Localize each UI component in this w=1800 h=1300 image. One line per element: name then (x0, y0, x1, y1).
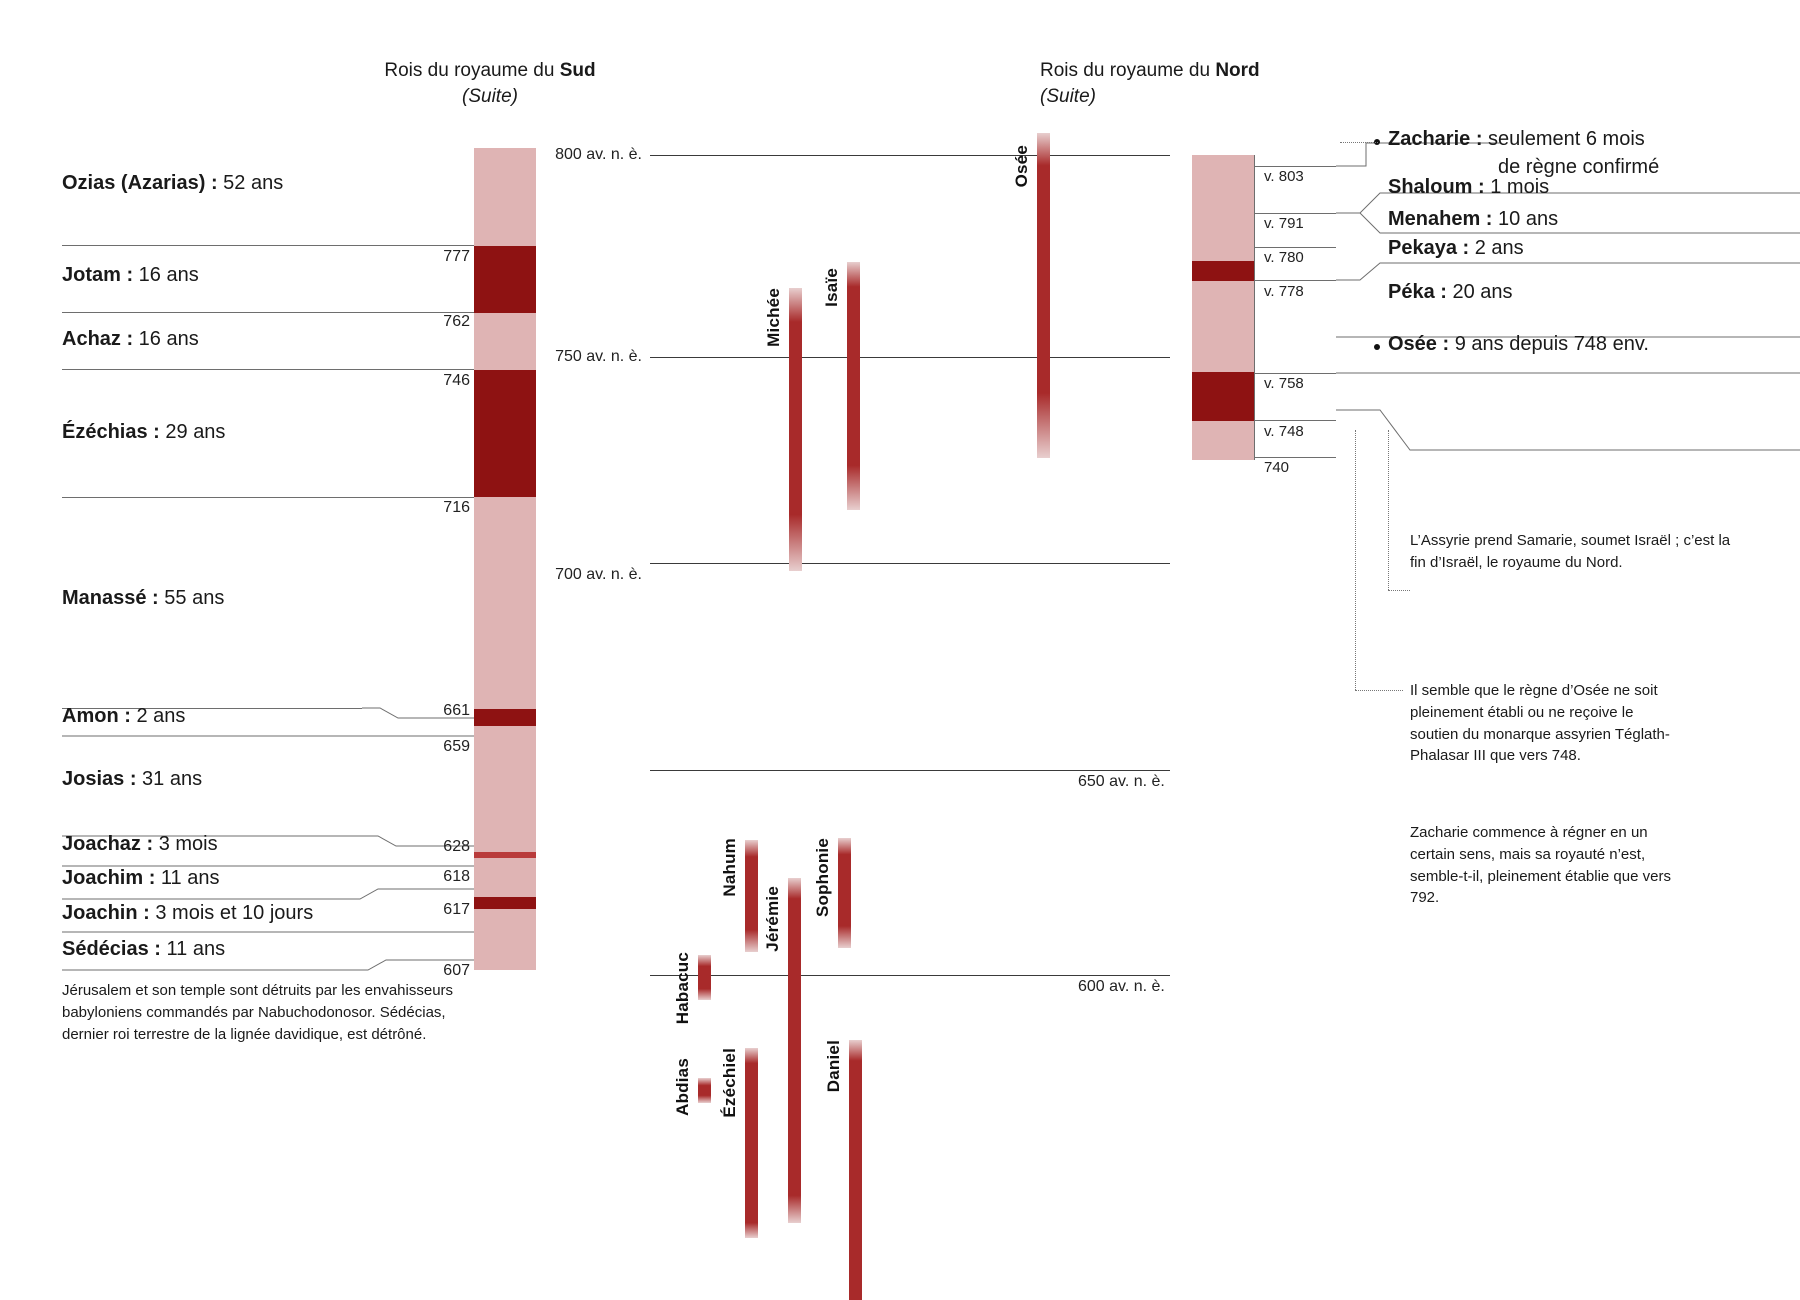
prophet-bar-isaie (847, 262, 860, 510)
south-king-6 (62, 768, 202, 791)
north-divider-780 (1254, 247, 1336, 248)
north-king-3-reign: 2 ans (1469, 237, 1524, 259)
dotted-758-vertical (1388, 430, 1389, 590)
north-header-suite: (Suite) (1040, 85, 1096, 107)
south-king-4 (62, 587, 224, 610)
north-bar-segment-778 (1192, 261, 1254, 281)
north-note-2: Zacharie commence à régner en un certain sens, mais sa royauté n’est, semble-t-il, pleinement établie que vers 792. (1410, 824, 1671, 907)
north-king-2 (1388, 208, 1558, 231)
north-year-778: v. 778 (1264, 283, 1304, 300)
prophet-label-jeremie: Jérémie (763, 886, 782, 952)
south-king-8-name: Joachim : (62, 867, 156, 889)
south-king-4-reign: 55 ans (158, 587, 225, 609)
north-king-5-name: Osée : (1388, 333, 1450, 355)
south-bar-segment-617 (474, 897, 536, 909)
south-king-6-reign: 31 ans (136, 768, 203, 790)
south-year-746: 746 (443, 372, 470, 389)
north-divider-758 (1254, 373, 1336, 374)
south-rule-746 (62, 369, 474, 370)
south-king-2-name: Achaz : (62, 328, 134, 350)
north-king-3 (1388, 237, 1524, 260)
north-king-1-reign: 1 mois (1484, 176, 1550, 198)
south-destruction-note: Jérusalem et son temple sont détruits par les envahisseurs babyloniens commandés par Nabuchodonosor. Sédécias, dernier roi terrestre de la lignée davidique, est détrôné. (62, 982, 454, 1043)
south-king-9-name: Joachin : (62, 902, 150, 924)
north-king-1-name: Shaloum : (1388, 176, 1485, 198)
south-king-2-reign: 16 ans (133, 328, 199, 350)
prophet-bar-sophonie (838, 838, 851, 948)
north-king-0-reign: seulement 6 mois (1482, 128, 1645, 150)
south-header-suite: (Suite) (462, 85, 518, 107)
north-king-4-reign: 20 ans (1446, 281, 1513, 303)
south-bar-segment-628 (474, 852, 536, 858)
bullet-osee (1374, 344, 1380, 350)
south-king-0-name: Ozias (Azarias) : (62, 172, 218, 194)
south-king-10-name: Sédécias : (62, 938, 161, 960)
north-king-1 (1388, 176, 1549, 199)
prophet-label-osee: Osée (1012, 145, 1031, 188)
prophet-label-michee: Michée (764, 288, 783, 347)
north-year-column-rule (1254, 155, 1255, 460)
north-king-5-reign: 9 ans depuis 748 env. (1449, 333, 1649, 355)
south-king-5 (62, 705, 185, 728)
north-header-bold: Nord (1215, 60, 1260, 81)
north-king-4 (1388, 281, 1513, 304)
north-year-780: v. 780 (1264, 249, 1304, 266)
prophet-bar-habacuc (698, 955, 711, 1000)
south-king-1-reign: 16 ans (133, 264, 199, 286)
north-column-header (1040, 58, 1380, 109)
south-king-2 (62, 328, 199, 351)
south-year-607: 607 (443, 962, 470, 979)
south-king-5-name: Amon : (62, 705, 131, 727)
south-header-bold: Sud (559, 60, 596, 81)
south-king-7-reign: 3 mois (153, 833, 218, 855)
north-header-prefix: Rois du royaume du (1040, 60, 1216, 81)
north-divider-791 (1254, 213, 1336, 214)
prophet-label-nahum: Nahum (720, 838, 739, 897)
prophet-label-habacuc: Habacuc (673, 952, 692, 1025)
north-year-791: v. 791 (1264, 215, 1304, 232)
north-king-3-name: Pekaya : (1388, 237, 1470, 259)
axis-label-750: 750 av. n. è. (555, 348, 642, 365)
axis-line-700 (650, 563, 1170, 564)
south-king-0-reign: 52 ans (217, 172, 284, 194)
north-header-line1 (1040, 58, 1380, 84)
south-king-3-reign: 29 ans (159, 421, 226, 443)
north-king-0 (1388, 128, 1645, 151)
south-year-716: 716 (443, 499, 470, 516)
prophet-label-sophonie: Sophonie (813, 838, 832, 918)
south-bar-segment-746-716 (474, 370, 536, 497)
south-year-618: 618 (443, 868, 470, 885)
north-king-4-name: Péka : (1388, 281, 1447, 303)
axis-label-700: 700 av. n. è. (555, 566, 642, 583)
south-king-10-reign: 11 ans (160, 938, 226, 960)
south-king-7-name: Joachaz : (62, 833, 154, 855)
north-king-2-reign: 10 ans (1492, 208, 1559, 230)
south-year-659: 659 (443, 738, 470, 755)
south-king-3-name: Ézéchias : (62, 421, 160, 443)
north-king-0-name: Zacharie : (1388, 128, 1483, 150)
prophet-label-daniel: Daniel (824, 1040, 843, 1093)
north-year-740: 740 (1264, 459, 1290, 476)
axis-label-600: 600 av. n. è. (1078, 978, 1165, 995)
south-king-0 (62, 172, 283, 195)
prophet-bar-ezechiel (745, 1048, 758, 1238)
south-bar-segment-777-762 (474, 246, 536, 313)
prophet-bar-osee (1037, 133, 1050, 458)
south-king-4-name: Manassé : (62, 587, 159, 609)
south-king-6-name: Josias : (62, 768, 137, 790)
dotted-748-vertical (1355, 430, 1356, 690)
axis-line-750 (650, 357, 1170, 358)
north-note-1: Il semble que le règne d’Osée ne soit pleinement établi ou ne reçoive le soutien du monarque assyrien Téglath-Phalasar III que vers 748. (1410, 682, 1670, 765)
south-header-line1 (330, 58, 650, 84)
south-year-628: 628 (443, 838, 470, 855)
south-year-762: 762 (443, 313, 470, 330)
prophet-label-isaie: Isaïe (822, 268, 841, 307)
prophet-bar-michee (789, 288, 802, 571)
south-king-3 (62, 421, 225, 444)
prophet-bar-daniel (849, 1040, 862, 1300)
prophet-bar-abdias (698, 1078, 711, 1103)
north-divider-740 (1254, 457, 1336, 458)
north-king-5 (1388, 333, 1649, 356)
north-divider-803 (1254, 166, 1336, 167)
south-year-777: 777 (443, 248, 470, 265)
north-divider-778 (1254, 280, 1336, 281)
south-king-9-reign: 3 mois et 10 jours (149, 902, 314, 924)
prophet-bar-jeremie (788, 878, 801, 1223)
axis-line-800 (650, 155, 1170, 156)
north-divider-748 (1254, 420, 1336, 421)
axis-line-600 (650, 975, 1170, 976)
dotted-748-to-note (1355, 690, 1403, 691)
south-king-8-reign: 11 ans (155, 867, 220, 889)
prophet-label-abdias: Abdias (673, 1058, 692, 1116)
south-year-617: 617 (443, 901, 470, 918)
north-year-758: v. 758 (1264, 375, 1304, 392)
axis-label-800: 800 av. n. è. (555, 146, 642, 163)
south-rule-777 (62, 245, 474, 246)
axis-label-650: 650 av. n. è. (1078, 773, 1165, 790)
north-year-803: v. 803 (1264, 168, 1304, 185)
south-king-9 (62, 902, 313, 925)
south-king-10 (62, 938, 225, 961)
north-king-0-line2: de règne confirmé (1498, 156, 1660, 178)
dotted-758-to-note (1388, 590, 1410, 591)
dotted-zacharie-lead (1340, 142, 1378, 143)
south-header-prefix: Rois du royaume du (384, 60, 560, 81)
axis-line-650 (650, 770, 1170, 771)
north-bar-segment-758 (1192, 372, 1254, 421)
prophet-label-ezechiel: Ézéchiel (720, 1048, 739, 1118)
south-king-8 (62, 867, 219, 890)
south-king-7 (62, 833, 218, 856)
south-king-1 (62, 264, 199, 287)
prophet-bar-nahum (745, 840, 758, 952)
south-year-661: 661 (443, 702, 470, 719)
north-note-0: L’Assyrie prend Samarie, soumet Israël ; c’est la fin d’Israël, le royaume du Nord. (1410, 532, 1731, 571)
south-bar-segment-661-659 (474, 709, 536, 726)
south-column-header (330, 58, 650, 109)
north-king-2-name: Menahem : (1388, 208, 1493, 230)
south-king-1-name: Jotam : (62, 264, 134, 286)
south-king-5-reign: 2 ans (130, 705, 186, 727)
north-year-748: v. 748 (1264, 423, 1304, 440)
south-rule-716 (62, 497, 474, 498)
